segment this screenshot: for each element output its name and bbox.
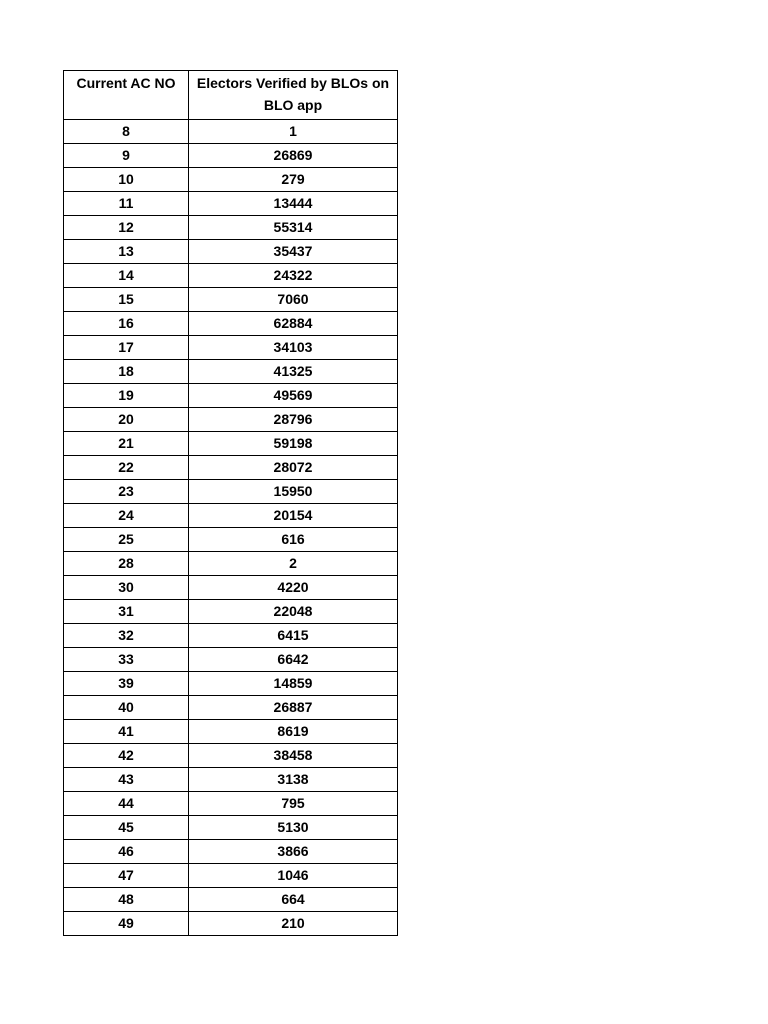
cell-electors-verified: 24322 <box>189 264 398 288</box>
cell-ac-no: 33 <box>64 648 189 672</box>
cell-electors-verified: 6415 <box>189 624 398 648</box>
table-row <box>64 816 398 840</box>
cell-ac-no: 49 <box>64 912 189 936</box>
cell-electors-verified: 28072 <box>189 456 398 480</box>
table-row <box>64 480 398 504</box>
cell-electors-verified: 35437 <box>189 240 398 264</box>
cell-ac-no: 48 <box>64 888 189 912</box>
cell-electors-verified: 2 <box>189 552 398 576</box>
cell-ac-no: 43 <box>64 768 189 792</box>
table-body <box>64 120 398 936</box>
cell-electors-verified: 6642 <box>189 648 398 672</box>
table-row <box>64 288 398 312</box>
cell-electors-verified: 15950 <box>189 480 398 504</box>
table-row <box>64 408 398 432</box>
cell-ac-no: 19 <box>64 384 189 408</box>
cell-ac-no: 25 <box>64 528 189 552</box>
table-row <box>64 264 398 288</box>
cell-ac-no: 32 <box>64 624 189 648</box>
table-row <box>64 360 398 384</box>
cell-electors-verified: 26887 <box>189 696 398 720</box>
cell-ac-no: 15 <box>64 288 189 312</box>
cell-ac-no: 9 <box>64 144 189 168</box>
table-row <box>64 504 398 528</box>
cell-electors-verified: 279 <box>189 168 398 192</box>
table-row <box>64 312 398 336</box>
table-row <box>64 192 398 216</box>
cell-electors-verified: 49569 <box>189 384 398 408</box>
table-row <box>64 888 398 912</box>
table-row <box>64 720 398 744</box>
table-row <box>64 576 398 600</box>
table-row <box>64 672 398 696</box>
table-row <box>64 384 398 408</box>
header-row <box>64 71 398 120</box>
table-row <box>64 336 398 360</box>
table-row <box>64 120 398 144</box>
cell-electors-verified: 20154 <box>189 504 398 528</box>
cell-electors-verified: 8619 <box>189 720 398 744</box>
table-row <box>64 168 398 192</box>
table-row <box>64 768 398 792</box>
cell-electors-verified: 28796 <box>189 408 398 432</box>
cell-ac-no: 39 <box>64 672 189 696</box>
header-electors-verified: Electors Verified by BLOs on BLO app <box>189 71 398 120</box>
cell-electors-verified: 3138 <box>189 768 398 792</box>
table-row <box>64 648 398 672</box>
table-row <box>64 744 398 768</box>
cell-ac-no: 22 <box>64 456 189 480</box>
cell-ac-no: 14 <box>64 264 189 288</box>
cell-ac-no: 20 <box>64 408 189 432</box>
cell-electors-verified: 4220 <box>189 576 398 600</box>
cell-ac-no: 8 <box>64 120 189 144</box>
cell-electors-verified: 616 <box>189 528 398 552</box>
cell-electors-verified: 13444 <box>189 192 398 216</box>
cell-ac-no: 47 <box>64 864 189 888</box>
cell-electors-verified: 664 <box>189 888 398 912</box>
cell-ac-no: 28 <box>64 552 189 576</box>
table-row <box>64 552 398 576</box>
cell-electors-verified: 14859 <box>189 672 398 696</box>
table-row <box>64 144 398 168</box>
table-row <box>64 528 398 552</box>
cell-ac-no: 42 <box>64 744 189 768</box>
cell-ac-no: 21 <box>64 432 189 456</box>
cell-ac-no: 23 <box>64 480 189 504</box>
cell-electors-verified: 62884 <box>189 312 398 336</box>
table-row <box>64 624 398 648</box>
cell-electors-verified: 5130 <box>189 816 398 840</box>
cell-electors-verified: 3866 <box>189 840 398 864</box>
cell-ac-no: 10 <box>64 168 189 192</box>
cell-ac-no: 30 <box>64 576 189 600</box>
table-row <box>64 240 398 264</box>
table-row <box>64 432 398 456</box>
cell-ac-no: 17 <box>64 336 189 360</box>
cell-ac-no: 46 <box>64 840 189 864</box>
table-row <box>64 600 398 624</box>
cell-ac-no: 41 <box>64 720 189 744</box>
cell-ac-no: 11 <box>64 192 189 216</box>
cell-electors-verified: 55314 <box>189 216 398 240</box>
cell-ac-no: 24 <box>64 504 189 528</box>
cell-electors-verified: 1046 <box>189 864 398 888</box>
cell-electors-verified: 26869 <box>189 144 398 168</box>
cell-electors-verified: 7060 <box>189 288 398 312</box>
cell-ac-no: 12 <box>64 216 189 240</box>
cell-ac-no: 45 <box>64 816 189 840</box>
cell-electors-verified: 34103 <box>189 336 398 360</box>
cell-ac-no: 44 <box>64 792 189 816</box>
cell-electors-verified: 59198 <box>189 432 398 456</box>
table-row <box>64 216 398 240</box>
cell-electors-verified: 41325 <box>189 360 398 384</box>
cell-ac-no: 18 <box>64 360 189 384</box>
cell-electors-verified: 22048 <box>189 600 398 624</box>
table-row <box>64 696 398 720</box>
cell-ac-no: 16 <box>64 312 189 336</box>
cell-electors-verified: 1 <box>189 120 398 144</box>
cell-ac-no: 40 <box>64 696 189 720</box>
table-row <box>64 864 398 888</box>
table-header <box>64 71 398 120</box>
table-row <box>64 840 398 864</box>
cell-electors-verified: 795 <box>189 792 398 816</box>
electors-table <box>63 70 398 936</box>
table-row <box>64 792 398 816</box>
cell-electors-verified: 38458 <box>189 744 398 768</box>
table-row <box>64 912 398 936</box>
cell-ac-no: 31 <box>64 600 189 624</box>
table-row <box>64 456 398 480</box>
header-ac-no: Current AC NO <box>64 71 189 120</box>
cell-ac-no: 13 <box>64 240 189 264</box>
cell-electors-verified: 210 <box>189 912 398 936</box>
